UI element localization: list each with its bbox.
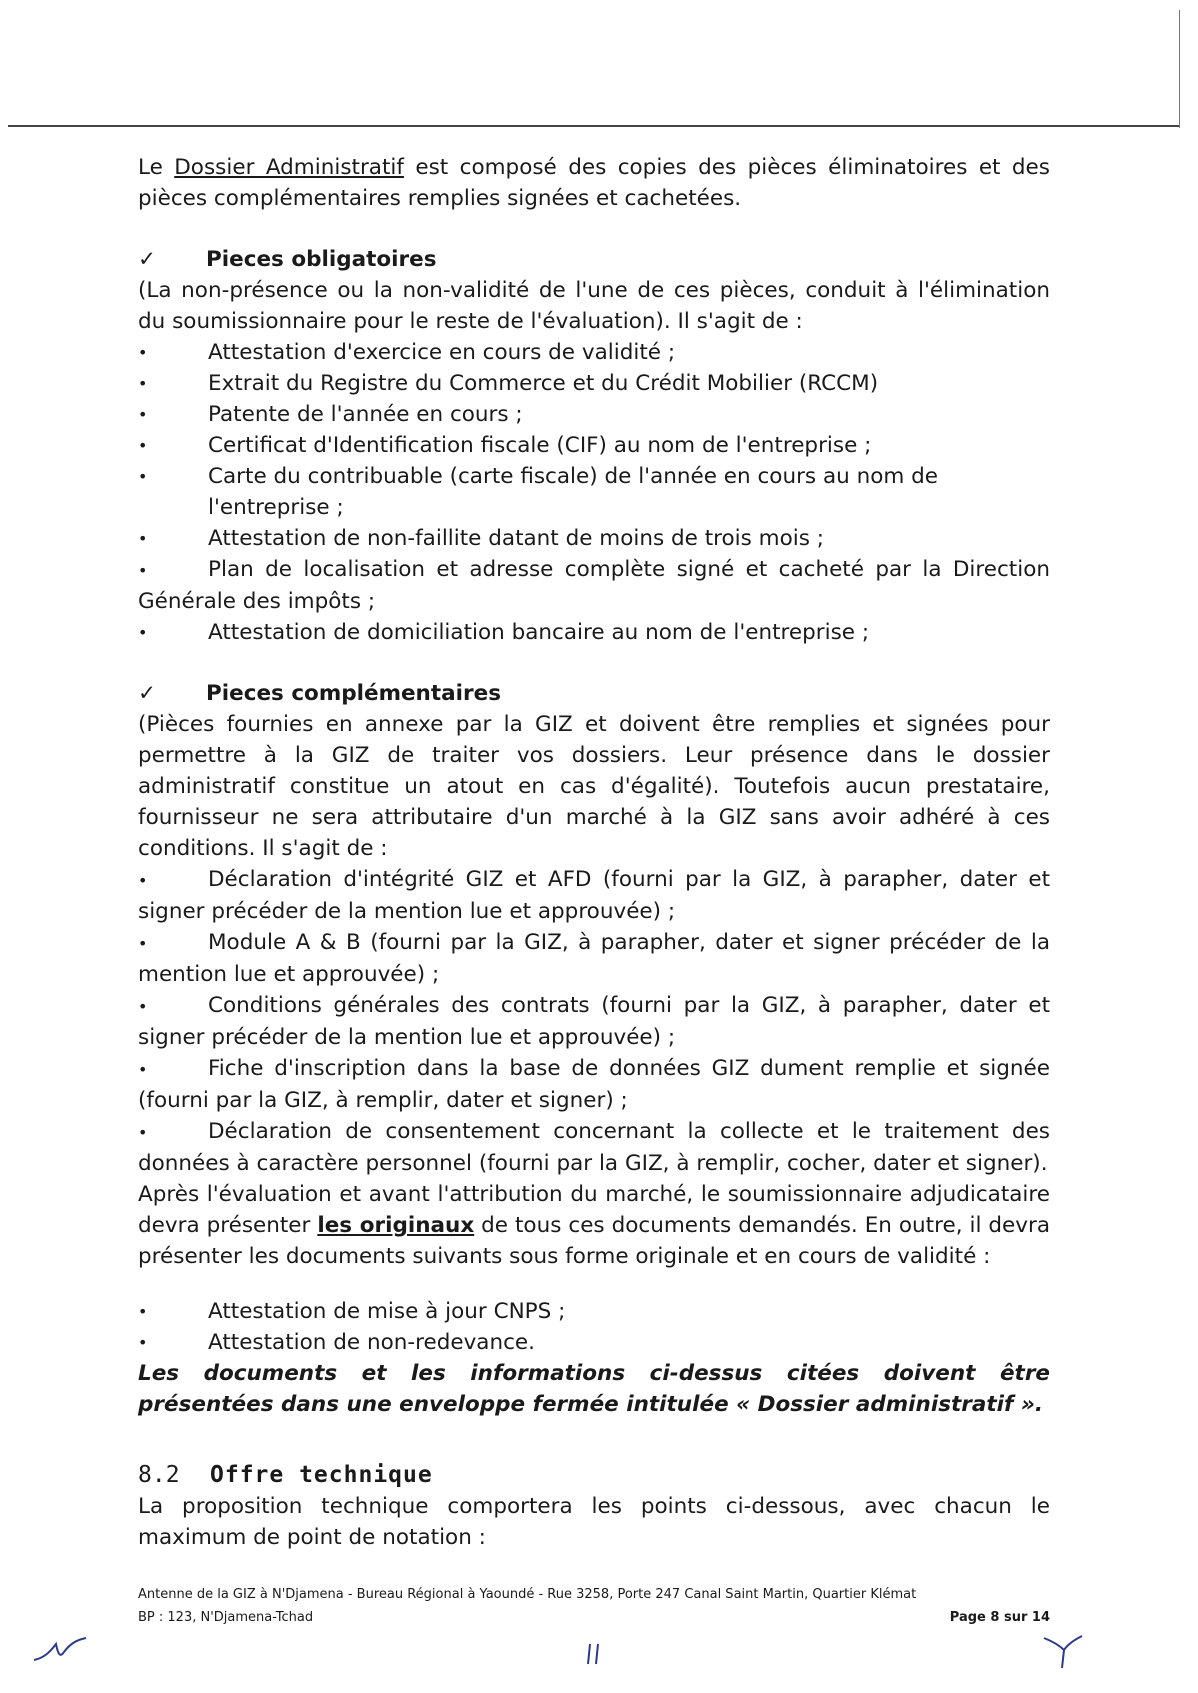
bullet-icon: • bbox=[138, 436, 148, 455]
initials-mark-right bbox=[1040, 1632, 1086, 1672]
initials-mark-left bbox=[30, 1634, 90, 1666]
margin-rule bbox=[1179, 10, 1180, 128]
bullet-icon: • bbox=[138, 467, 148, 486]
list-item bbox=[138, 430, 1050, 461]
bullet-icon: • bbox=[138, 529, 148, 548]
bullet-icon: • bbox=[138, 1302, 148, 1321]
list-item-text: Extrait du Registre du Commerce et du Crédit Mobilier (RCCM) bbox=[208, 371, 879, 396]
list-item-text: Certificat d'Identification fiscale (CIF) au nom de l'entreprise ; bbox=[208, 433, 872, 458]
section-number: 8.2 bbox=[138, 1462, 180, 1488]
intro-text-end: est composé des copies des pièces éliminatoires et des pièces complémentaires remplies signées et cachetées. bbox=[138, 155, 1050, 211]
dossier-administratif-term: Dossier Administratif bbox=[174, 155, 404, 180]
list-item-text: Attestation de mise à jour CNPS ; bbox=[208, 1299, 566, 1324]
check-icon: ✓ bbox=[138, 247, 157, 272]
list-item-text: Module A & B (fourni par la GIZ, à parapher, dater et signer précéder de la mention lue et approuvée) ; bbox=[138, 930, 1050, 987]
bullet-icon: • bbox=[138, 343, 148, 362]
check-icon: ✓ bbox=[138, 681, 157, 706]
list-item-text: Conditions générales des contrats (fourni par la GIZ, à parapher, dater et signer précéder de la mention lue et approuvée) ; bbox=[138, 993, 1050, 1050]
originaux-emphasis: les originaux bbox=[317, 1213, 475, 1238]
bullet-icon: • bbox=[138, 405, 148, 424]
complementaires-description: (Pièces fournies en annexe par la GIZ et doivent être remplies et signées pour permettre à la GIZ de traiter vos dossiers. Leur présence dans le dossier administratif constitue un atout en cas d'égalité). Toutefois aucun prestataire, fournisseur ne sera attributaire d'un marché à la GIZ sans avoir adhéré à ces conditions. Il s'agit de : bbox=[138, 712, 1050, 861]
apres-text-end: de tous ces documents demandés. En outre, il devra présenter les documents suivants sous forme originale et en cours de validité : bbox=[138, 1213, 1051, 1269]
bullet-icon: • bbox=[138, 1123, 148, 1142]
complementaires-heading bbox=[138, 678, 1050, 709]
page-number: Page 8 sur 14 bbox=[949, 1610, 1050, 1625]
initials-mark-center bbox=[584, 1640, 604, 1668]
list-item bbox=[138, 399, 1050, 430]
list-item-text: Attestation de domiciliation bancaire au nom de l'entreprise ; bbox=[208, 620, 870, 645]
list-item-text: Déclaration de consentement concernant la collecte et le traitement des données à caractère personnel (fourni par la GIZ, à remplir, cocher, dater et signer). bbox=[138, 1119, 1050, 1176]
section-title: Offre technique bbox=[210, 1462, 433, 1488]
obligatoires-list bbox=[138, 337, 1050, 648]
bullet-icon: • bbox=[138, 997, 148, 1016]
obligatoires-title: Pieces obligatoires bbox=[206, 247, 437, 272]
bullet-icon: • bbox=[138, 561, 148, 580]
list-item bbox=[138, 368, 1050, 399]
list-item bbox=[138, 927, 1050, 990]
list-item bbox=[138, 617, 1050, 648]
list-item-text: Carte du contribuable (carte fiscale) de l'année en cours au nom de l'entreprise ; bbox=[208, 464, 939, 520]
bullet-icon: • bbox=[138, 1060, 148, 1079]
bullet-icon: • bbox=[138, 623, 148, 642]
apres-paragraph bbox=[138, 1179, 1050, 1272]
footer-address: Antenne de la GIZ à N'Djamena - Bureau Régional à Yaoundé - Rue 3258, Porte 247 Canal Saint Martin, Quartier Klémat bbox=[138, 1587, 917, 1602]
list-item bbox=[138, 1327, 1050, 1358]
apres-text-start: Après l'évaluation et avant l'attribution du marché, le soumissionnaire adjudicataire devra présenter bbox=[138, 1182, 1050, 1238]
list-item bbox=[138, 1296, 1050, 1327]
intro-paragraph bbox=[138, 152, 1050, 214]
complementaires-list bbox=[138, 864, 1050, 1179]
list-item bbox=[138, 554, 1050, 617]
header-rule bbox=[8, 125, 1180, 127]
page-body bbox=[138, 152, 1050, 1553]
intro-text-start: Le bbox=[138, 155, 175, 180]
footer-postal-box: BP : 123, N'Djamena-Tchad bbox=[138, 1610, 314, 1625]
closing-statement: Les documents et les informations ci-dessus citées doivent être présentées dans une enveloppe fermée intitulée « Dossier administratif ». bbox=[138, 1361, 1050, 1417]
page-footer bbox=[138, 1583, 1050, 1629]
list-item-text: Plan de localisation et adresse complète signé et cacheté par la Direction Générale des impôts ; bbox=[138, 557, 1050, 614]
list-item-text: Attestation de non-redevance. bbox=[208, 1330, 535, 1355]
list-item-text: Attestation de non-faillite datant de moins de trois mois ; bbox=[208, 526, 825, 551]
bullet-icon: • bbox=[138, 1333, 148, 1352]
section-heading bbox=[138, 1460, 1050, 1491]
list-item bbox=[138, 1116, 1050, 1179]
list-item bbox=[138, 1053, 1050, 1116]
list-item-text: Patente de l'année en cours ; bbox=[208, 402, 523, 427]
final-documents-list bbox=[138, 1296, 1050, 1358]
obligatoires-description: (La non-présence ou la non-validité de l'une de ces pièces, conduit à l'élimination du soumissionnaire pour le reste de l'évaluation). Il s'agit de : bbox=[138, 278, 1050, 334]
list-item-text: Fiche d'inscription dans la base de données GIZ dument remplie et signée (fourni par la GIZ, à remplir, dater et signer) ; bbox=[138, 1056, 1050, 1113]
list-item bbox=[138, 990, 1050, 1053]
list-item bbox=[138, 864, 1050, 927]
bullet-icon: • bbox=[138, 871, 148, 890]
list-item-text: Déclaration d'intégrité GIZ et AFD (fourni par la GIZ, à parapher, dater et signer précéder de la mention lue et approuvée) ; bbox=[138, 867, 1050, 924]
list-item bbox=[138, 337, 1050, 368]
complementaires-title: Pieces complémentaires bbox=[206, 681, 502, 706]
obligatoires-heading bbox=[138, 244, 1050, 275]
list-item bbox=[138, 461, 1050, 523]
bullet-icon: • bbox=[138, 934, 148, 953]
bullet-icon: • bbox=[138, 374, 148, 393]
list-item-text: Attestation d'exercice en cours de validité ; bbox=[208, 340, 676, 365]
list-item bbox=[138, 523, 1050, 554]
section-text: La proposition technique comportera les points ci-dessous, avec chacun le maximum de point de notation : bbox=[138, 1494, 1050, 1550]
